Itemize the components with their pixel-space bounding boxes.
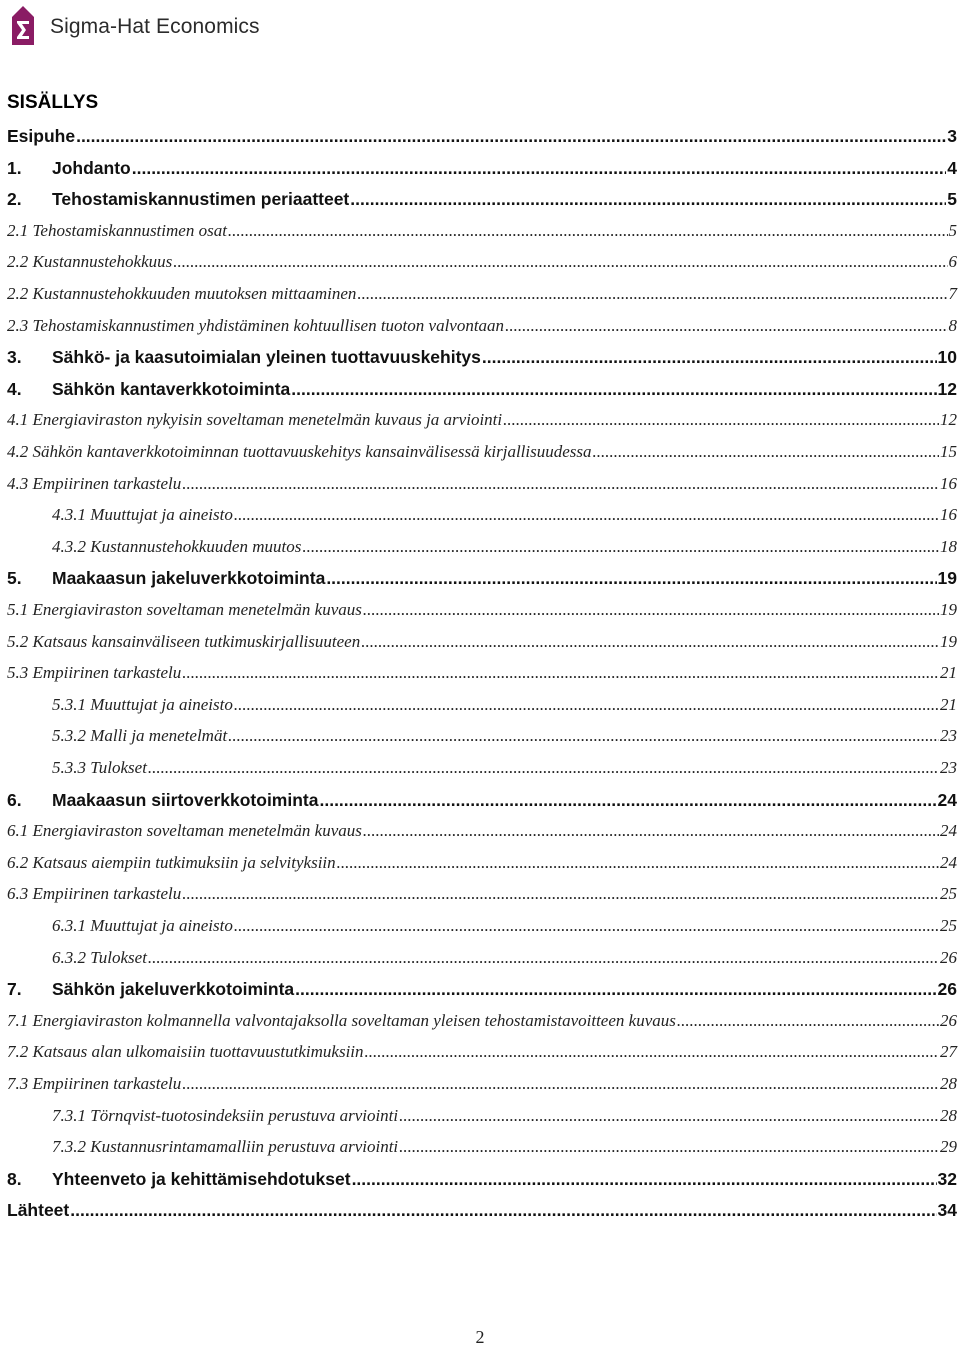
toc-entry-page: 23 (940, 726, 957, 746)
toc-entry-page: 15 (940, 442, 957, 461)
toc-entry-page: 19 (940, 631, 957, 651)
toc-entry-page: 32 (937, 1168, 957, 1189)
toc-entry-page: 34 (937, 1200, 957, 1221)
toc-entry-title (7, 882, 181, 906)
toc-entry-title (7, 598, 362, 622)
toc-dot-leader (182, 1072, 939, 1096)
toc-entry-label: Katsaus alan ulkomaisiin tuottavuustutkimuksiin (32, 1042, 364, 1062)
toc-entry-page: 27 (940, 1042, 957, 1062)
toc-dot-leader (173, 250, 947, 274)
toc-dot-leader (182, 661, 939, 685)
toc-entry-title (7, 661, 181, 685)
toc-entry-number: 6.3.1 (52, 916, 86, 935)
toc-entry-label: Tehostamiskannustimen osat (32, 220, 227, 240)
toc-entry-title (7, 440, 592, 464)
toc-entry[interactable] (7, 1192, 957, 1222)
toc-entry-page: 5 (948, 220, 957, 240)
toc-entry-label: Empiirinen tarkastelu (32, 884, 182, 904)
toc-dot-leader (182, 882, 939, 906)
toc-entry[interactable] (7, 402, 957, 432)
toc-dot-leader (234, 693, 939, 717)
toc-dot-leader (503, 408, 939, 432)
toc-entry-label: Tulokset (90, 947, 147, 967)
toc-entry-label: Muuttujat ja aineisto (90, 505, 233, 525)
toc-entry-title (52, 946, 147, 970)
toc-entry-page: 5 (947, 189, 957, 210)
toc-entry-label: Katsaus kansainväliseen tutkimuskirjallisuuteen (32, 631, 361, 651)
toc-entry-title: Sähkön kantaverkkotoiminta (52, 378, 291, 399)
toc-entry[interactable] (7, 339, 957, 369)
toc-entry[interactable] (7, 845, 957, 875)
toc-entry-page: 19 (937, 568, 957, 589)
sigma-hat-logo-icon (6, 5, 40, 49)
toc-entry-title (7, 630, 360, 654)
toc-entry-title: Johdanto (52, 157, 131, 178)
toc-entry-number: 2.3 (7, 315, 29, 335)
toc-entry-page: 12 (937, 378, 957, 399)
toc-entry-page: 19 (940, 600, 957, 619)
toc-entry[interactable] (7, 434, 957, 464)
toc-entry-page: 24 (937, 789, 957, 810)
toc-title: SISÄLLYS (7, 92, 99, 113)
toc-entry-page: 25 (940, 916, 957, 935)
toc-entry-title: Sähkö- ja kaasutoimialan yleinen tuottavuuskehitys (52, 347, 481, 368)
toc-entry-label: Malli ja menetelmät (90, 726, 228, 746)
toc-entry-page: 26 (940, 947, 957, 967)
toc-entry-number: 4. (7, 378, 22, 399)
toc-dot-leader (76, 124, 946, 148)
toc-entry-title (52, 724, 227, 748)
toc-entry[interactable] (7, 1161, 957, 1191)
toc-entry-number: 7.3 (7, 1074, 29, 1093)
toc-entry-number: 7.3.1 (52, 1105, 86, 1125)
toc-entry-page: 23 (940, 758, 957, 777)
toc-dot-leader (319, 788, 936, 812)
toc-entry-page: 8 (948, 315, 957, 335)
toc-entry-page: 7 (948, 284, 957, 303)
toc-entry-number: 5.1 (7, 600, 29, 619)
toc-entry-number: 6.3 (7, 884, 29, 904)
toc-entry-page: 12 (940, 410, 957, 430)
toc-entry-number: 4.3.2 (52, 536, 86, 556)
toc-entry[interactable] (7, 876, 957, 906)
toc-entry-page: 24 (940, 852, 957, 872)
toc-entry-title (52, 693, 233, 717)
toc-entry[interactable] (7, 971, 957, 1001)
toc-entry-number: 5.3 (7, 663, 29, 683)
page-number: 2 (475, 1327, 485, 1347)
toc-entry-label: Energiaviraston kolmannella valvontajaksolla soveltaman yleisen tehostamistavoitteen kuvaus (32, 1010, 676, 1030)
toc-dot-leader (148, 756, 939, 780)
toc-entry-title (52, 1104, 398, 1128)
toc-entry-title (7, 1009, 676, 1033)
toc-entry[interactable] (7, 624, 957, 654)
toc-dot-leader (593, 440, 939, 464)
toc-entry-page: 4 (947, 157, 957, 178)
toc-entry-number: 4.1 (7, 410, 29, 430)
toc-dot-leader (148, 946, 939, 970)
toc-entry-page: 6 (948, 252, 957, 272)
toc-dot-leader (295, 977, 936, 1001)
toc-entry-page: 24 (940, 821, 957, 841)
toc-entry-number: 6.3.2 (52, 947, 86, 967)
toc-entry-number: 8. (7, 1168, 22, 1189)
toc-entry-number: 4.2 (7, 442, 29, 461)
toc-dot-leader (326, 566, 936, 590)
brand-name: Sigma-Hat Economics (50, 15, 260, 38)
toc-entry-number: 7.1 (7, 1010, 29, 1030)
toc-entry-page: 18 (940, 536, 957, 556)
toc-entry[interactable] (7, 1034, 957, 1064)
toc-entry-number: 4.3 (7, 473, 29, 493)
toc-entry-title (52, 535, 301, 559)
toc-entry-number: 2.2 (7, 284, 29, 303)
toc-entry[interactable] (7, 497, 957, 527)
toc-entry-label: Energiaviraston nykyisin soveltaman menetelmän kuvaus ja arviointi (32, 410, 503, 430)
toc-entry[interactable] (7, 592, 957, 622)
toc-entry[interactable] (7, 750, 957, 780)
toc-entry-number: 7.3.2 (52, 1137, 86, 1157)
toc-dot-leader (228, 724, 939, 748)
toc-entry-label: Kustannustehokkuuden muutos (90, 536, 302, 556)
toc-entry[interactable] (7, 782, 957, 812)
toc-entry-title (7, 250, 172, 274)
toc-dot-leader (182, 472, 939, 496)
toc-entry-title (7, 851, 336, 875)
toc-entry[interactable] (7, 529, 957, 559)
toc-dot-leader (399, 1135, 939, 1159)
toc-entry-number: 5.2 (7, 631, 29, 651)
toc-dot-leader (357, 282, 947, 306)
toc-entry-title (52, 503, 233, 527)
toc-entry[interactable] (7, 181, 957, 211)
toc-entry-label: Sähkön kantaverkkotoiminnan tuottavuuskehitys kansainvälisessä kirjallisuudessa (32, 442, 592, 461)
toc-entry-title (7, 472, 181, 496)
toc-entry-page: 21 (940, 694, 957, 714)
toc-entry-label: Muuttujat ja aineisto (90, 694, 233, 714)
toc-entry-label: Energiaviraston soveltaman menetelmän kuvaus (32, 821, 362, 841)
toc-entry[interactable] (7, 1098, 957, 1128)
toc-entry-number: 5.3.3 (52, 758, 86, 777)
toc-dot-leader (399, 1104, 939, 1128)
toc-entry-page: 26 (937, 979, 957, 1000)
toc-dot-leader (350, 187, 946, 211)
toc-dot-leader (365, 1040, 939, 1064)
toc-dot-leader (228, 219, 948, 243)
toc-entry[interactable] (7, 813, 957, 843)
toc-dot-leader (361, 630, 939, 654)
toc-dot-leader (302, 535, 939, 559)
toc-dot-leader (352, 1167, 937, 1191)
toc-entry-page: 10 (937, 347, 957, 368)
toc-entry[interactable] (7, 213, 957, 243)
toc-entry-number: 6.1 (7, 821, 29, 841)
toc-entry-title: Maakaasun jakeluverkkotoiminta (52, 568, 326, 589)
toc-entry-label: Tulokset (90, 758, 147, 777)
toc-entry-number: 3. (7, 347, 22, 368)
toc-entry-label: Törnqvist-tuotosindeksiin perustuva arviointi (90, 1105, 399, 1125)
toc-entry[interactable] (7, 150, 957, 180)
toc-entry-number: 7.2 (7, 1042, 29, 1062)
toc-entry-label: Kustannustehokkuus (32, 252, 173, 272)
toc-entry[interactable] (7, 1003, 957, 1033)
toc-entry-title (7, 819, 362, 843)
toc-entry-label: Empiirinen tarkastelu (32, 663, 182, 683)
toc-dot-leader (505, 314, 947, 338)
toc-entry[interactable] (7, 940, 957, 970)
toc-entry-page: 26 (940, 1010, 957, 1030)
toc-entry[interactable] (7, 1129, 957, 1159)
toc-entry-label: Tehostamiskannustimen yhdistäminen kohtuullisen tuoton valvontaan (32, 315, 505, 335)
toc-entry-number: 6. (7, 789, 22, 810)
toc-entry-page: 29 (940, 1137, 957, 1157)
toc-entry-number: 2.2 (7, 252, 29, 272)
toc-entry[interactable] (7, 118, 957, 148)
toc-entry[interactable] (7, 687, 957, 717)
toc-entry-title (7, 219, 227, 243)
toc-dot-leader (234, 503, 939, 527)
toc-entry[interactable] (7, 371, 957, 401)
toc-entry-number: 2. (7, 189, 22, 210)
toc-entry-page: 16 (940, 505, 957, 525)
toc-entry-title: Esipuhe (7, 126, 76, 146)
toc-entry-title (7, 282, 356, 306)
toc-entry-title (7, 408, 502, 432)
toc-entry-title (52, 756, 147, 780)
toc-entry-label: Empiirinen tarkastelu (32, 473, 182, 493)
toc-entry-label: Empiirinen tarkastelu (32, 1074, 182, 1093)
toc-entry-label: Kustannusrintamamalliin perustuva arviointi (90, 1137, 399, 1157)
toc-entry-number: 4.3.1 (52, 505, 86, 525)
toc-entry-title (52, 1135, 398, 1159)
toc-entry-title (52, 914, 233, 938)
toc-entry-number: 5.3.1 (52, 694, 86, 714)
toc-entry-title: Yhteenveto ja kehittämisehdotukset (52, 1168, 351, 1189)
toc-dot-leader (132, 156, 947, 180)
toc-dot-leader (234, 914, 939, 938)
toc-entry-number: 2.1 (7, 220, 29, 240)
toc-entry-label: Muuttujat ja aineisto (90, 916, 233, 935)
toc-entry-number: 7. (7, 979, 22, 1000)
toc-entry-page: 25 (940, 884, 957, 904)
toc-entry-title (7, 1040, 364, 1064)
document-header (6, 4, 260, 50)
toc-entry-title: Sähkön jakeluverkkotoiminta (52, 979, 295, 1000)
toc-entry[interactable] (7, 308, 957, 338)
toc-entry[interactable] (7, 276, 957, 306)
toc-entry-label: Katsaus aiempiin tutkimuksiin ja selvityksiin (32, 852, 336, 872)
toc-entry[interactable] (7, 466, 957, 496)
toc-entry-title: Maakaasun siirtoverkkotoiminta (52, 789, 319, 810)
toc-dot-leader (482, 345, 937, 369)
toc-entry-page: 21 (940, 663, 957, 683)
toc-entry[interactable] (7, 1066, 957, 1096)
toc-entry-label: Energiaviraston soveltaman menetelmän kuvaus (32, 600, 362, 619)
toc-entry-number: 5. (7, 568, 22, 589)
toc-entry[interactable] (7, 655, 957, 685)
toc-dot-leader (677, 1009, 939, 1033)
toc-entry[interactable] (7, 244, 957, 274)
toc-entry[interactable] (7, 718, 957, 748)
toc-dot-leader (363, 598, 939, 622)
toc-dot-leader (363, 819, 939, 843)
toc-entry[interactable] (7, 560, 957, 590)
toc-entry-page: 16 (940, 473, 957, 493)
toc-dot-leader (291, 377, 936, 401)
toc-entry-title (7, 314, 504, 338)
toc-entry-number: 5.3.2 (52, 726, 86, 746)
toc-entry-title (7, 1072, 181, 1096)
toc-entry-number: 1. (7, 157, 22, 178)
toc-entry-page: 28 (940, 1074, 957, 1093)
toc-dot-leader (70, 1198, 936, 1222)
toc-entry-page: 28 (940, 1105, 957, 1125)
toc-dot-leader (337, 851, 939, 875)
toc-entry-title: Tehostamiskannustimen periaatteet (52, 189, 350, 210)
toc-entry-page: 3 (947, 126, 957, 146)
toc-entry-label: Kustannustehokkuuden muutoksen mittaaminen (32, 284, 357, 303)
toc-entry-number: 6.2 (7, 852, 29, 872)
toc-entry-title: Lähteet (7, 1200, 70, 1221)
toc-entry[interactable] (7, 908, 957, 938)
